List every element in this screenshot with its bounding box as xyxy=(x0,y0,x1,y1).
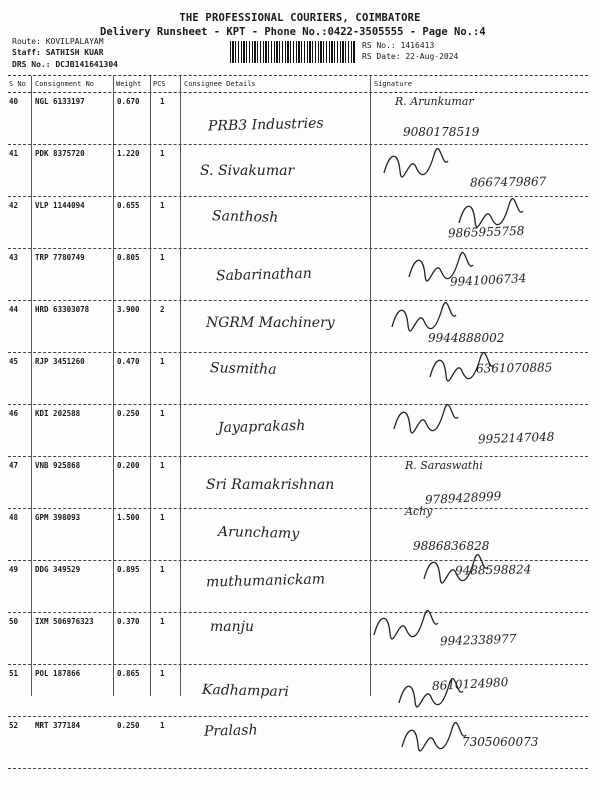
row-consignment-no: HRD 63303078 xyxy=(35,305,90,314)
row-consignment-no: IXM 506976323 xyxy=(35,617,94,626)
row-consignee-name: NGRM Machinery xyxy=(206,315,335,331)
rs-no-label: RS No.: xyxy=(362,41,396,50)
row-pcs: 1 xyxy=(160,565,165,574)
row-signature-phone: 7305060073 xyxy=(462,735,539,749)
handwritten-signature-icon xyxy=(398,721,468,755)
row-consignee-name: Sri Ramakrishnan xyxy=(206,477,335,493)
row-signature-name: Achy xyxy=(405,505,433,518)
rs-date-value: 22-Aug-2024 xyxy=(405,52,459,61)
runsheet-subtitle: Delivery Runsheet - KPT - Phone No.:0422-3505555 - Page No.:4 xyxy=(100,26,486,38)
staff-value: SATHISH KUAR xyxy=(45,48,104,57)
row-weight: 0.200 xyxy=(117,461,140,470)
row-signature-phone: 9789428999 xyxy=(424,489,502,507)
route-label: Route: xyxy=(12,37,41,46)
row-weight: 0.370 xyxy=(117,617,140,626)
row-sno: 43 xyxy=(9,253,19,262)
row-consignee-name: S. Sivakumar xyxy=(200,163,295,179)
drs-line xyxy=(12,60,118,69)
row-sno: 42 xyxy=(9,201,19,210)
row-consignment-no: NGL 6133197 xyxy=(35,97,85,106)
row-consignee-name: Pralash xyxy=(203,722,258,740)
row-signature-phone: 9952147048 xyxy=(477,429,555,447)
table-row xyxy=(0,301,600,353)
header-weight: Weight xyxy=(116,80,142,88)
row-signature-phone: 9941006734 xyxy=(449,271,527,289)
drs-value: DCJB141641304 xyxy=(55,60,118,69)
handwritten-signature-icon xyxy=(380,147,450,181)
row-consignment-no: GPM 398093 xyxy=(35,513,81,522)
row-sno: 41 xyxy=(9,149,19,158)
row-consignee-name: muthumanickam xyxy=(205,571,326,591)
row-consignee-name: Kadhampari xyxy=(201,681,290,701)
row-signature-name: R. Arunkumar xyxy=(395,95,474,108)
row-weight: 0.865 xyxy=(117,669,140,678)
table-row xyxy=(0,197,600,249)
row-signature-phone: 9080178519 xyxy=(403,125,480,139)
row-pcs: 1 xyxy=(160,201,165,210)
header-divider-top xyxy=(8,75,588,76)
rs-no-value: 1416413 xyxy=(400,41,435,50)
row-consignment-no: RJP 3451260 xyxy=(35,357,85,366)
row-consignment-no: MRT 377184 xyxy=(35,721,81,730)
row-consignee-name: Arunchamy xyxy=(217,523,300,543)
row-consignee-name: PRB3 Industries xyxy=(207,115,324,135)
row-sno: 46 xyxy=(9,409,19,418)
row-pcs: 1 xyxy=(160,669,165,678)
row-signature-phone: 8610124980 xyxy=(431,675,509,693)
row-consignment-no: POL 187866 xyxy=(35,669,81,678)
row-weight: 3.900 xyxy=(117,305,140,314)
table-row xyxy=(0,93,600,145)
table-row xyxy=(0,613,600,665)
row-sno: 45 xyxy=(9,357,19,366)
table-row xyxy=(0,353,600,405)
row-signature-phone: 9865955758 xyxy=(447,223,525,241)
table-row xyxy=(0,405,600,457)
row-pcs: 1 xyxy=(160,513,165,522)
row-sno: 52 xyxy=(9,721,19,730)
row-consignee-name: Santhosh xyxy=(211,208,279,226)
row-weight: 0.670 xyxy=(117,97,140,106)
rs-no-line xyxy=(362,41,434,50)
row-signature-phone: 8667479867 xyxy=(469,174,547,190)
barcode-image xyxy=(230,41,355,63)
company-title: THE PROFESSIONAL COURIERS, COIMBATORE xyxy=(179,12,421,24)
row-consignee-name: Susmitha xyxy=(209,360,277,378)
row-pcs: 1 xyxy=(160,149,165,158)
route-value: KOVILPALAYAM xyxy=(45,37,104,46)
row-sno: 48 xyxy=(9,513,19,522)
row-consignee-name: Sabarinathan xyxy=(215,265,312,285)
row-sno: 40 xyxy=(9,97,19,106)
header-signature: Signature xyxy=(374,80,412,88)
row-consignment-no: DDG 349529 xyxy=(35,565,81,574)
row-signature-phone: 9944888002 xyxy=(428,331,505,345)
table-row xyxy=(0,457,600,509)
row-signature-name: R. Saraswathi xyxy=(405,459,483,472)
row-consignment-no: VNB 925868 xyxy=(35,461,81,470)
rs-date-label: RS Date: xyxy=(362,52,401,61)
row-pcs: 1 xyxy=(160,721,165,730)
header-sno: S No xyxy=(9,80,26,88)
table-row xyxy=(0,561,600,613)
row-consignment-no: TRP 7780749 xyxy=(35,253,85,262)
header-consignee: Consignee Details xyxy=(184,80,256,88)
row-pcs: 1 xyxy=(160,253,165,262)
row-pcs: 1 xyxy=(160,461,165,470)
handwritten-signature-icon xyxy=(370,609,440,643)
row-signature-phone: 9886836828 xyxy=(413,539,490,553)
row-pcs: 1 xyxy=(160,97,165,106)
row-sno: 49 xyxy=(9,565,19,574)
row-consignee-name: manju xyxy=(210,619,254,635)
table-row xyxy=(0,505,600,561)
header-consignment: Consignment No xyxy=(35,80,95,88)
row-pcs: 1 xyxy=(160,409,165,418)
row-weight: 0.805 xyxy=(117,253,140,262)
row-weight: 1.500 xyxy=(117,513,140,522)
row-weight: 0.250 xyxy=(117,721,140,730)
route-line xyxy=(12,37,104,46)
row-weight: 0.655 xyxy=(117,201,140,210)
row-signature-phone: 9942338977 xyxy=(439,631,517,649)
row-sno: 47 xyxy=(9,461,19,470)
row-weight: 0.895 xyxy=(117,565,140,574)
staff-label: Staff: xyxy=(12,48,41,57)
row-weight: 1.220 xyxy=(117,149,140,158)
row-consignment-no: VLP 1144094 xyxy=(35,201,85,210)
row-pcs: 1 xyxy=(160,617,165,626)
row-sno: 51 xyxy=(9,669,19,678)
table-row xyxy=(0,145,600,197)
row-signature-phone: 9488598824 xyxy=(454,562,532,578)
row-sno: 50 xyxy=(9,617,19,626)
rs-date-line xyxy=(362,52,458,61)
row-pcs: 1 xyxy=(160,357,165,366)
staff-line xyxy=(12,48,104,57)
drs-label: DRS No.: xyxy=(12,60,51,69)
row-consignee-name: Jayaprakash xyxy=(217,417,306,437)
table-row xyxy=(0,249,600,301)
row-pcs: 2 xyxy=(160,305,165,314)
row-divider xyxy=(8,768,588,769)
row-weight: 0.250 xyxy=(117,409,140,418)
row-signature-phone: 6361070885 xyxy=(475,360,553,376)
row-weight: 0.470 xyxy=(117,357,140,366)
row-consignment-no: KDI 202588 xyxy=(35,409,81,418)
table-row xyxy=(0,717,600,769)
header-pcs: PCS xyxy=(153,80,166,88)
table-row xyxy=(0,665,600,717)
handwritten-signature-icon xyxy=(388,301,458,335)
row-sno: 44 xyxy=(9,305,19,314)
row-consignment-no: PDK 8375720 xyxy=(35,149,85,158)
handwritten-signature-icon xyxy=(390,403,460,437)
